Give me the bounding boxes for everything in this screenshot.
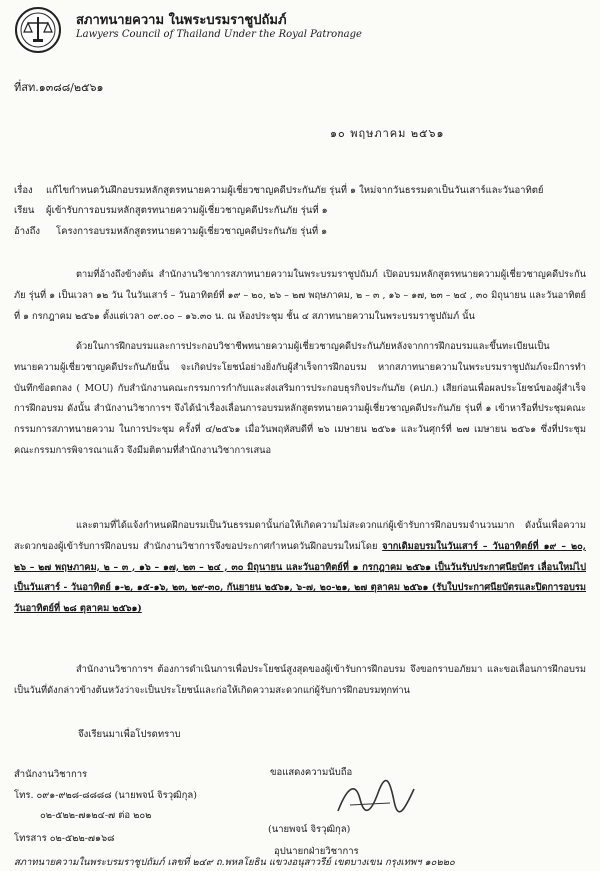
closing-line: จึงเรียนมาเพื่อโปรดทราบ	[78, 729, 181, 740]
recipient-label: เรียน	[14, 205, 35, 216]
footer-address: สภาทนายความในพระบรมราชูปถัมภ์ เลขที่ ๒๔๙ ถ.พหลโยธิน แขวงอนุสาวรีย์ เขตบางเขน กรุงเทพฯ ๑๐๒๒๐	[14, 857, 455, 868]
new-schedule-text: จากเดิมอบรมในวันเสาร์ – วันอาทิตย์ที่ ๑๙ – ๒๐, ๒๖ – ๒๗ พฤษภาคม, ๒ – ๓ , ๑๖ – ๑๗, ๒๓ – ๒๔ , ๓๐ มิถุนายน และวันอาทิตย์ที่ ๑ กรกฎาคม ๒๕๖๑ เป็นวันรับประกาศนียบัตร เลื่อนใหม่ไปเป็นวันเสาร์ - วันอาทิตย์ ๑-๒, ๑๕-๑๖, ๒๓, ๒๙-๓๐, กันยายน ๒๕๖๑, ๖-๗, ๒๐-๒๑, ๒๗ ตุลาคม ๒๕๖๑ (รับใบประกาศนียบัตรและปิดการอบรมวันอาทิตย์ที่ ๒๘ ตุลาคม ๒๕๖๑)	[14, 540, 586, 615]
paragraph-1-text: ตามที่อ้างถึงข้างต้น สำนักงานวิชาการสภาทนายความในพระบรมราชูปถัมภ์ เปิดอบรมหลักสูตรทนายความผู้เชี่ยวชาญคดีประกันภัย รุ่นที่ ๑ เป็นเวลา ๑๒ วัน ในวันเสาร์ – วันอาทิตย์ที่ ๑๙ – ๒๐, ๒๖ – ๒๗ พฤษภาคม, ๒ – ๓ , ๑๖ – ๑๗, ๒๓ – ๒๔ , ๓๐ มิถุนายน และวันอาทิตย์ที่ ๑ กรกฎาคม ๒๕๖๑ ตั้งแต่เวลา ๐๙.๐๐ – ๑๖.๓๐ น. ณ ห้องประชุม ชั้น ๔ สภาทนายความในพระบรมราชูปถัมภ์ นั้น	[14, 269, 586, 322]
lawyers-council-seal-logo	[14, 6, 62, 54]
subject-line	[14, 183, 544, 198]
reference-label: อ้างถึง	[14, 226, 41, 237]
body-paragraph-1	[14, 265, 586, 327]
body-paragraph-2	[14, 337, 586, 462]
handwritten-signature	[330, 775, 420, 823]
paragraph-4-text: สำนักงานวิชาการฯ ต้องการดำเนินการเพื่อประโยชน์สูงสุดของผู้เข้ารับการฝึกอบรม จึงขอกราบอภัยมา และขอเลื่อนการฝึกอบรมเป็นวันที่ดังกล่าวข้างต้นหวังว่าจะเป็นประโยชน์และก่อให้เกิดความสะดวกแก่ผู้รับการฝึกอบรมทุกท่าน	[14, 664, 586, 696]
document-date: ๑๐ พฤษภาคม ๒๕๖๑	[330, 127, 445, 140]
sign-off: ขอแสดงความนับถือ	[270, 767, 353, 778]
paragraph-2-text: ด้วยในการฝึกอบรมและการประกอบวิชาชีพทนายความผู้เชี่ยวชาญคดีประกันภัยหลังจากการฝึกอบรมและขึ้นทะเบียนเป็นทนายความผู้เชี่ยวชาญคดีประกันภัยนั้น จะเกิดประโยชน์อย่างยิ่งกับผู้สำเร็จการฝึกอบรม หากสภาทนายความในพระบรมราชูปถัมภ์จะมีการทำบันทึกข้อตกลง ( MOU) กับสำนักงานคณะกรรมการกำกับและส่งเสริมการประกอบธุรกิจประกันภัย (คปภ.) เสียก่อนเพื่อผลประโยชน์ของผู้สำเร็จการฝึกอบรม ดังนั้น สำนักงานวิชาการฯ จึงได้นำเรื่องเลื่อนการอบรมหลักสูตรทนายความผู้เชี่ยวชาญคดีประกันภัย รุ่นที่ ๑ เข้าหารือที่ประชุมคณะกรรมการสภาทนายความ ในการประชุม ครั้งที่ ๔/๒๕๖๑ เมื่อวันพฤหัสบดีที่ ๒๖ เมษายน ๒๕๖๑ และวันศุกร์ที่ ๒๗ เมษายน ๒๕๖๑ ซึ่งที่ประชุมคณะกรรมการพิจารณาแล้ว จึงมีมติตามที่สำนักงานวิชาการเสนอ	[14, 341, 586, 456]
signer-title: อุปนายกฝ่ายวิชาการ	[274, 846, 359, 857]
reference-line	[14, 224, 327, 239]
contact-phone-1: โทร. ๐๙๑-๙๒๘-๘๘๘๘ (นายพจน์ จิรวุฒิกุล)	[14, 790, 197, 801]
contact-office: สำนักงานวิชาการ	[14, 769, 88, 780]
body-paragraph-4	[14, 660, 586, 702]
body-paragraph-3	[14, 516, 586, 620]
organization-name-english: Lawyers Council of Thailand Under the Royal Patronage	[76, 29, 362, 40]
paragraph-3-intro: และตามที่ได้แจ้งกำหนดฝึกอบรมเป็นวันธรรมดานั้นก่อให้เกิดความไม่สะดวกแก่ผู้เข้ารับการฝึกอบรมจำนวนมาก ดังนั้นเพื่อความสะดวกของผู้เข้ารับการฝึกอบรม สำนักงานวิชาการจึงขอประกาศกำหนดวันฝึกอบรมใหม่โดย	[14, 520, 586, 552]
contact-fax: โทรสาร ๐๒-๕๒๒-๗๑๖๘	[14, 833, 115, 844]
recipient-text: ผู้เข้ารับการอบรมหลักสูตรทนายความผู้เชี่ยวชาญคดีประกันภัย รุ่นที่ ๑	[46, 205, 328, 216]
contact-phone-2: ๐๒-๕๒๒-๗๑๒๔-๗ ต่อ ๒๐๒	[40, 810, 152, 821]
document-number: ที่สท.๑๓๘๘/๒๕๖๑	[14, 81, 104, 94]
recipient-line	[14, 203, 328, 218]
reference-text: โครงการอบรมหลักสูตรทนายความผู้เชี่ยวชาญคดีประกันภัย รุ่นที่ ๑	[56, 226, 328, 237]
subject-label: เรื่อง	[14, 185, 33, 196]
organization-name-thai: สภาทนายความ ในพระบรมราชูปถัมภ์	[76, 13, 287, 28]
signer-name: (นายพจน์ จิรวุฒิกุล)	[268, 824, 351, 835]
subject-text: แก้ไขกำหนดวันฝึกอบรมหลักสูตรทนายความผู้เชี่ยวชาญคดีประกันภัย รุ่นที่ ๑ ใหม่จากวันธรรมดาเป็นวันเสาร์และวันอาทิตย์	[46, 185, 544, 196]
